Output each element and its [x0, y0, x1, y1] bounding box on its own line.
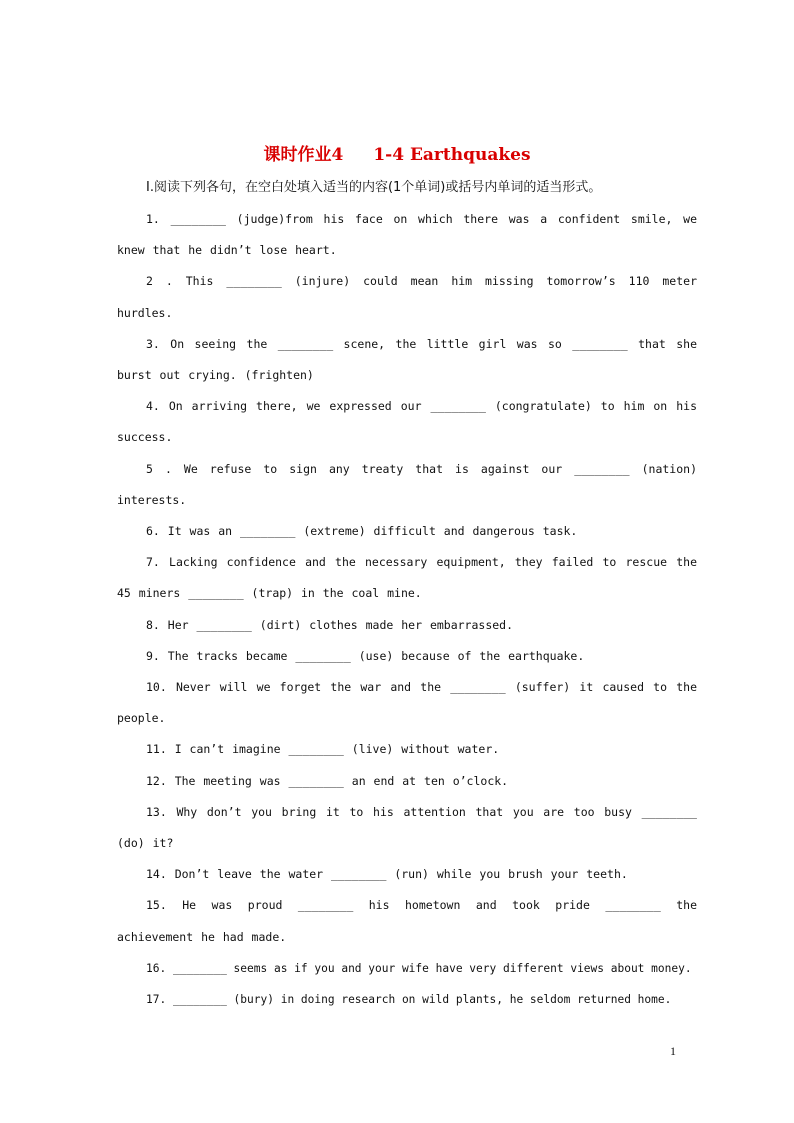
question-5: 5 . We refuse to sign any treaty that is against our ________ (nation) interests.: [117, 461, 697, 507]
question-13: 13. Why don’t you bring it to his attention that you are too busy ________ (do) it?: [117, 804, 697, 851]
question-1: 1. ________ (judge)from his face on which there was a confident smile, we knew that he didn’t lose heart.: [117, 212, 697, 258]
question-2: 2 . This ________ (injure) could mean him missing tomorrow’s 110 meter hurdles.: [117, 274, 697, 320]
question-14: 14. Don’t leave the water ________ (run) while you brush your teeth.: [146, 867, 628, 882]
section-instruction: Ⅰ.阅读下列各句，在空白处填入适当的内容(1个单词)或括号内单词的适当形式。: [146, 180, 602, 195]
question-list: [117, 204, 697, 1015]
page-title: [0, 140, 794, 165]
question-17: 17. ________ (bury) in doing research on wild plants, he seldom returned home.: [146, 993, 672, 1007]
question-11: 11. I can’t imagine ________ (live) without water.: [146, 742, 500, 757]
question-15: 15. He was proud ________ his hometown and took pride ________ the achievement he had made.: [117, 898, 697, 944]
question-10: 10. Never will we forget the war and the ________ (suffer) it caused to the people.: [117, 680, 697, 726]
question-8: 8. Her ________ (dirt) clothes made her embarrassed.: [146, 617, 514, 632]
title-english: 1-4 Earthquakes: [373, 145, 531, 165]
question-3: 3. On seeing the ________ scene, the little girl was so ________ that she burst out crying. (frighten): [117, 336, 697, 383]
question-4: 4. On arriving there, we expressed our ________ (congratulate) to him on his success.: [117, 399, 697, 445]
question-16: 16. ________ seems as if you and your wife have very different views about money.: [146, 961, 692, 975]
question-6: 6. It was an ________ (extreme) difficult and dangerous task.: [146, 524, 578, 539]
question-7: 7. Lacking confidence and the necessary equipment, they failed to rescue the 45 miners ________ (trap) in the coal mine.: [117, 555, 697, 601]
page-number: 1: [670, 1044, 676, 1058]
question-12: 12. The meeting was ________ an end at ten o’clock.: [146, 773, 509, 788]
question-9: 9. The tracks became ________ (use) because of the earthquake.: [146, 648, 585, 663]
title-chinese: 课时作业4: [263, 145, 344, 165]
